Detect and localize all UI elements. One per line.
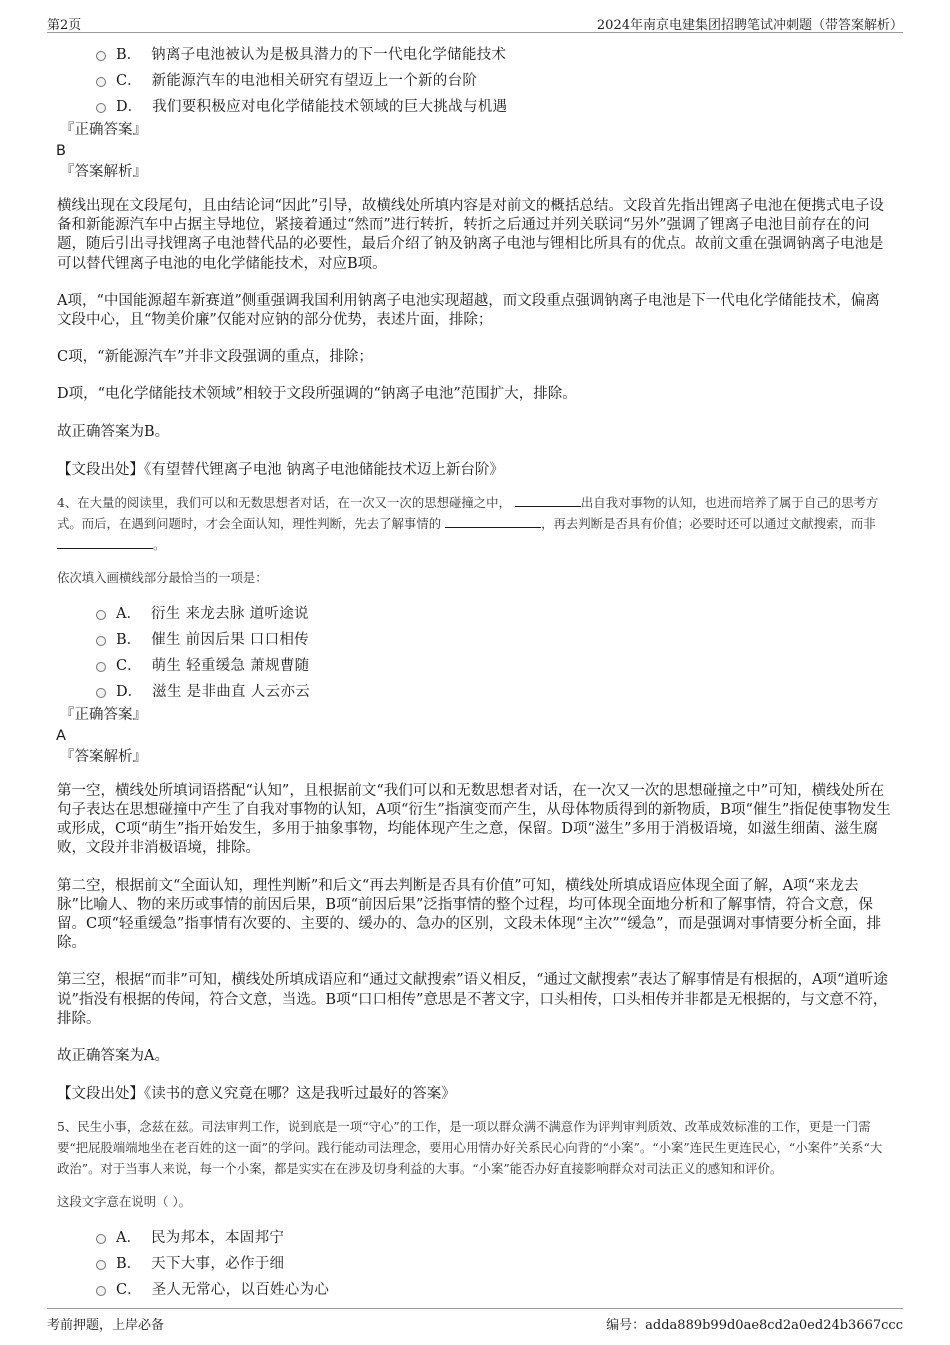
radio-icon[interactable] bbox=[96, 1260, 106, 1270]
q5-option-b[interactable]: B． 天下大事，必作于细 bbox=[96, 1251, 893, 1277]
q5-stem: 5、民生小事，念兹在兹。司法审判工作，说到底是一项“守心”的工作，是一项以群众满不满意作为评判审判质效、改革成效标准的工作，更是一门需要“把屁股端端地坐在老百姓的这一面”的学问。践行能动司法理念，要用心用情办好关系民心向背的“小案”。“小案”连民生更连民心，“小案件”关系“大政治”。对于当事人来说，每一个小案，都是实实在在涉及切身利益的大事。“小案”能否办好直接影响群众对司法正义的感知和评价。 bbox=[57, 1119, 883, 1177]
document-title: 2024年南京电建集团招聘笔试冲刺题（带答案解析） bbox=[596, 18, 903, 33]
q4-answer-label: 『正确答案』 bbox=[60, 706, 147, 723]
q4-analysis-conclusion: 故正确答案为A。 bbox=[57, 1048, 169, 1065]
q3-option-c[interactable]: C． 新能源汽车的电池相关研究有望迈上一个新的台阶 bbox=[96, 68, 893, 94]
q4-prompt: 依次填入画横线部分最恰当的一项是： bbox=[57, 569, 268, 585]
radio-icon[interactable] bbox=[96, 636, 106, 646]
q5-options bbox=[96, 1225, 893, 1303]
footer-slogan: 考前押题，上岸必备 bbox=[47, 1318, 165, 1333]
q4-analysis-label: 『答案解析』 bbox=[60, 748, 147, 765]
document-serial: 编号：adda889b99d0ae8cd2a0ed24b3667ccc bbox=[606, 1318, 903, 1333]
q5-option-c[interactable]: C． 圣人无常心，以百姓心为心 bbox=[96, 1277, 893, 1303]
q3-option-d[interactable]: D． 我们要积极应对电化学储能技术领域的巨大挑战与机遇 bbox=[96, 94, 893, 120]
radio-icon[interactable] bbox=[96, 610, 106, 620]
q4-analysis-para: 第二空，根据前文“全面认知，理性判断”和后文“再去判断是否具有价值”可知，横线处所填成语应体现全面了解，A项“来龙去脉”比喻人、物的来历或事情的前因后果，B项“前因后果”泛指事情的整个过程，均可体现全面地分析和了解事情，符合文意，保留。C项“轻重缓急”指事情有次要的、主要的、缓办的、急办的区别，文段未体现“主次”“缓急”，而是强调对事情要分析全面，排除。 bbox=[57, 877, 882, 952]
page-content bbox=[57, 42, 893, 1303]
fill-blank bbox=[57, 535, 153, 549]
q5-prompt: 这段文字意在说明（ ）。 bbox=[57, 1194, 192, 1210]
q4-option-b[interactable]: B． 催生 前因后果 口口相传 bbox=[96, 627, 893, 653]
q3-source: 【文段出处】《有望替代锂离子电池 钠离子电池储能技术迈上新台阶》 bbox=[57, 461, 504, 478]
q3-options bbox=[96, 42, 893, 120]
q3-option-b[interactable]: B． 钠离子电池被认为是极具潜力的下一代电化学储能技术 bbox=[96, 42, 893, 68]
q5-option-a[interactable]: A． 民为邦本，本固邦宁 bbox=[96, 1225, 893, 1251]
q3-analysis-para: C项，“新能源汽车”并非文段强调的重点，排除； bbox=[57, 349, 373, 366]
radio-icon[interactable] bbox=[96, 1286, 106, 1296]
q4-source: 【文段出处】《读书的意义究竟在哪？这是我听过最好的答案》 bbox=[57, 1086, 456, 1103]
q3-analysis-label: 『答案解析』 bbox=[60, 164, 147, 180]
q4-answer: A bbox=[56, 727, 66, 744]
radio-icon[interactable] bbox=[96, 51, 106, 61]
q3-analysis-para: D项，“电化学储能技术领域”相较于文段所强调的“钠离子电池”范围扩大，排除。 bbox=[57, 386, 577, 403]
q4-stem: 4、在大量的阅读里，我们可以和无数思想者对话，在一次又一次的思想碰撞之中， 出自我对事物的认知，也进而培养了属于自己的思考方式。而后，在遇到问题时，才会全面认知，理性判断，先去了解事情的 ，再去判断是否具有价值；必要时还可以通过文献搜索，而非 。 bbox=[57, 494, 879, 552]
q3-answer-label: 『正确答案』 bbox=[60, 122, 147, 138]
radio-icon[interactable] bbox=[96, 662, 106, 672]
q3-analysis-para: A项，“中国能源超车新赛道”侧重强调我国利用钠离子电池实现超越，而文段重点强调钠离子电池是下一代电化学储能技术，偏离文段中心，且“物美价廉”仅能对应钠的部分优势，表述片面，排除； bbox=[57, 292, 880, 329]
fill-blank bbox=[445, 514, 541, 528]
q4-option-c[interactable]: C． 萌生 轻重缓急 萧规曹随 bbox=[96, 653, 893, 679]
q4-option-d[interactable]: D． 滋生 是非曲直 人云亦云 bbox=[96, 679, 893, 705]
page-number: 第2页 bbox=[47, 18, 82, 33]
radio-icon[interactable] bbox=[96, 1234, 106, 1244]
radio-icon[interactable] bbox=[96, 688, 106, 698]
q3-analysis-para: 横线出现在文段尾句，且由结论词“因此”引导，故横线处所填内容是对前文的概括总结。文段首先指出锂离子电池在便携式电子设备和新能源汽车中占据主导地位，紧接着通过“然而”进行转折，转折之后通过并列关联词“另外”强调了锂离子电池目前存在的问题，随后引出寻找锂离子电池替代品的必要性，最后介绍了钠及钠离子电池与锂相比所具有的优点。故前文重在强调钠离子电池是可以替代锂离子电池的电化学储能技术，对应B项。 bbox=[57, 198, 884, 272]
q4-analysis-para: 第一空，横线处所填词语搭配“认知”，且根据前文“我们可以和无数思想者对话，在一次又一次的思想碰撞之中”可知，横线处所在句子表达在思想碰撞中产生了自我对事物的认知，A项“衍生”指演变而产生，从母体物质得到的新物质，B项“催生”指促使事物发生或形成，C项“萌生”指开始发生，多用于抽象事物，均能体现产生之意，保留。D项“滋生”多用于消极语境，如滋生细菌、滋生腐败，文段并非消极语境，排除。 bbox=[57, 782, 891, 857]
q4-options bbox=[96, 601, 893, 705]
q4-option-a[interactable]: A． 衍生 来龙去脉 道听途说 bbox=[96, 601, 893, 627]
q4-analysis-para: 第三空，根据“而非”可知，横线处所填成语应和“通过文献搜索”语义相反，“通过文献搜索”表达了解事情是有根据的，A项“道听途说”指没有根据的传闻，符合文意，当选。B项“口口相传”意思是不著文字，口头相传，口头相传并非都是无根据的，与文意不符，排除。 bbox=[57, 972, 888, 1027]
fill-blank bbox=[515, 493, 581, 507]
radio-icon[interactable] bbox=[96, 77, 106, 87]
page-header bbox=[47, 12, 903, 33]
radio-icon[interactable] bbox=[96, 103, 106, 113]
q3-answer: B bbox=[56, 143, 66, 159]
q3-analysis-conclusion: 故正确答案为B。 bbox=[57, 423, 170, 440]
page-footer bbox=[47, 1308, 903, 1331]
